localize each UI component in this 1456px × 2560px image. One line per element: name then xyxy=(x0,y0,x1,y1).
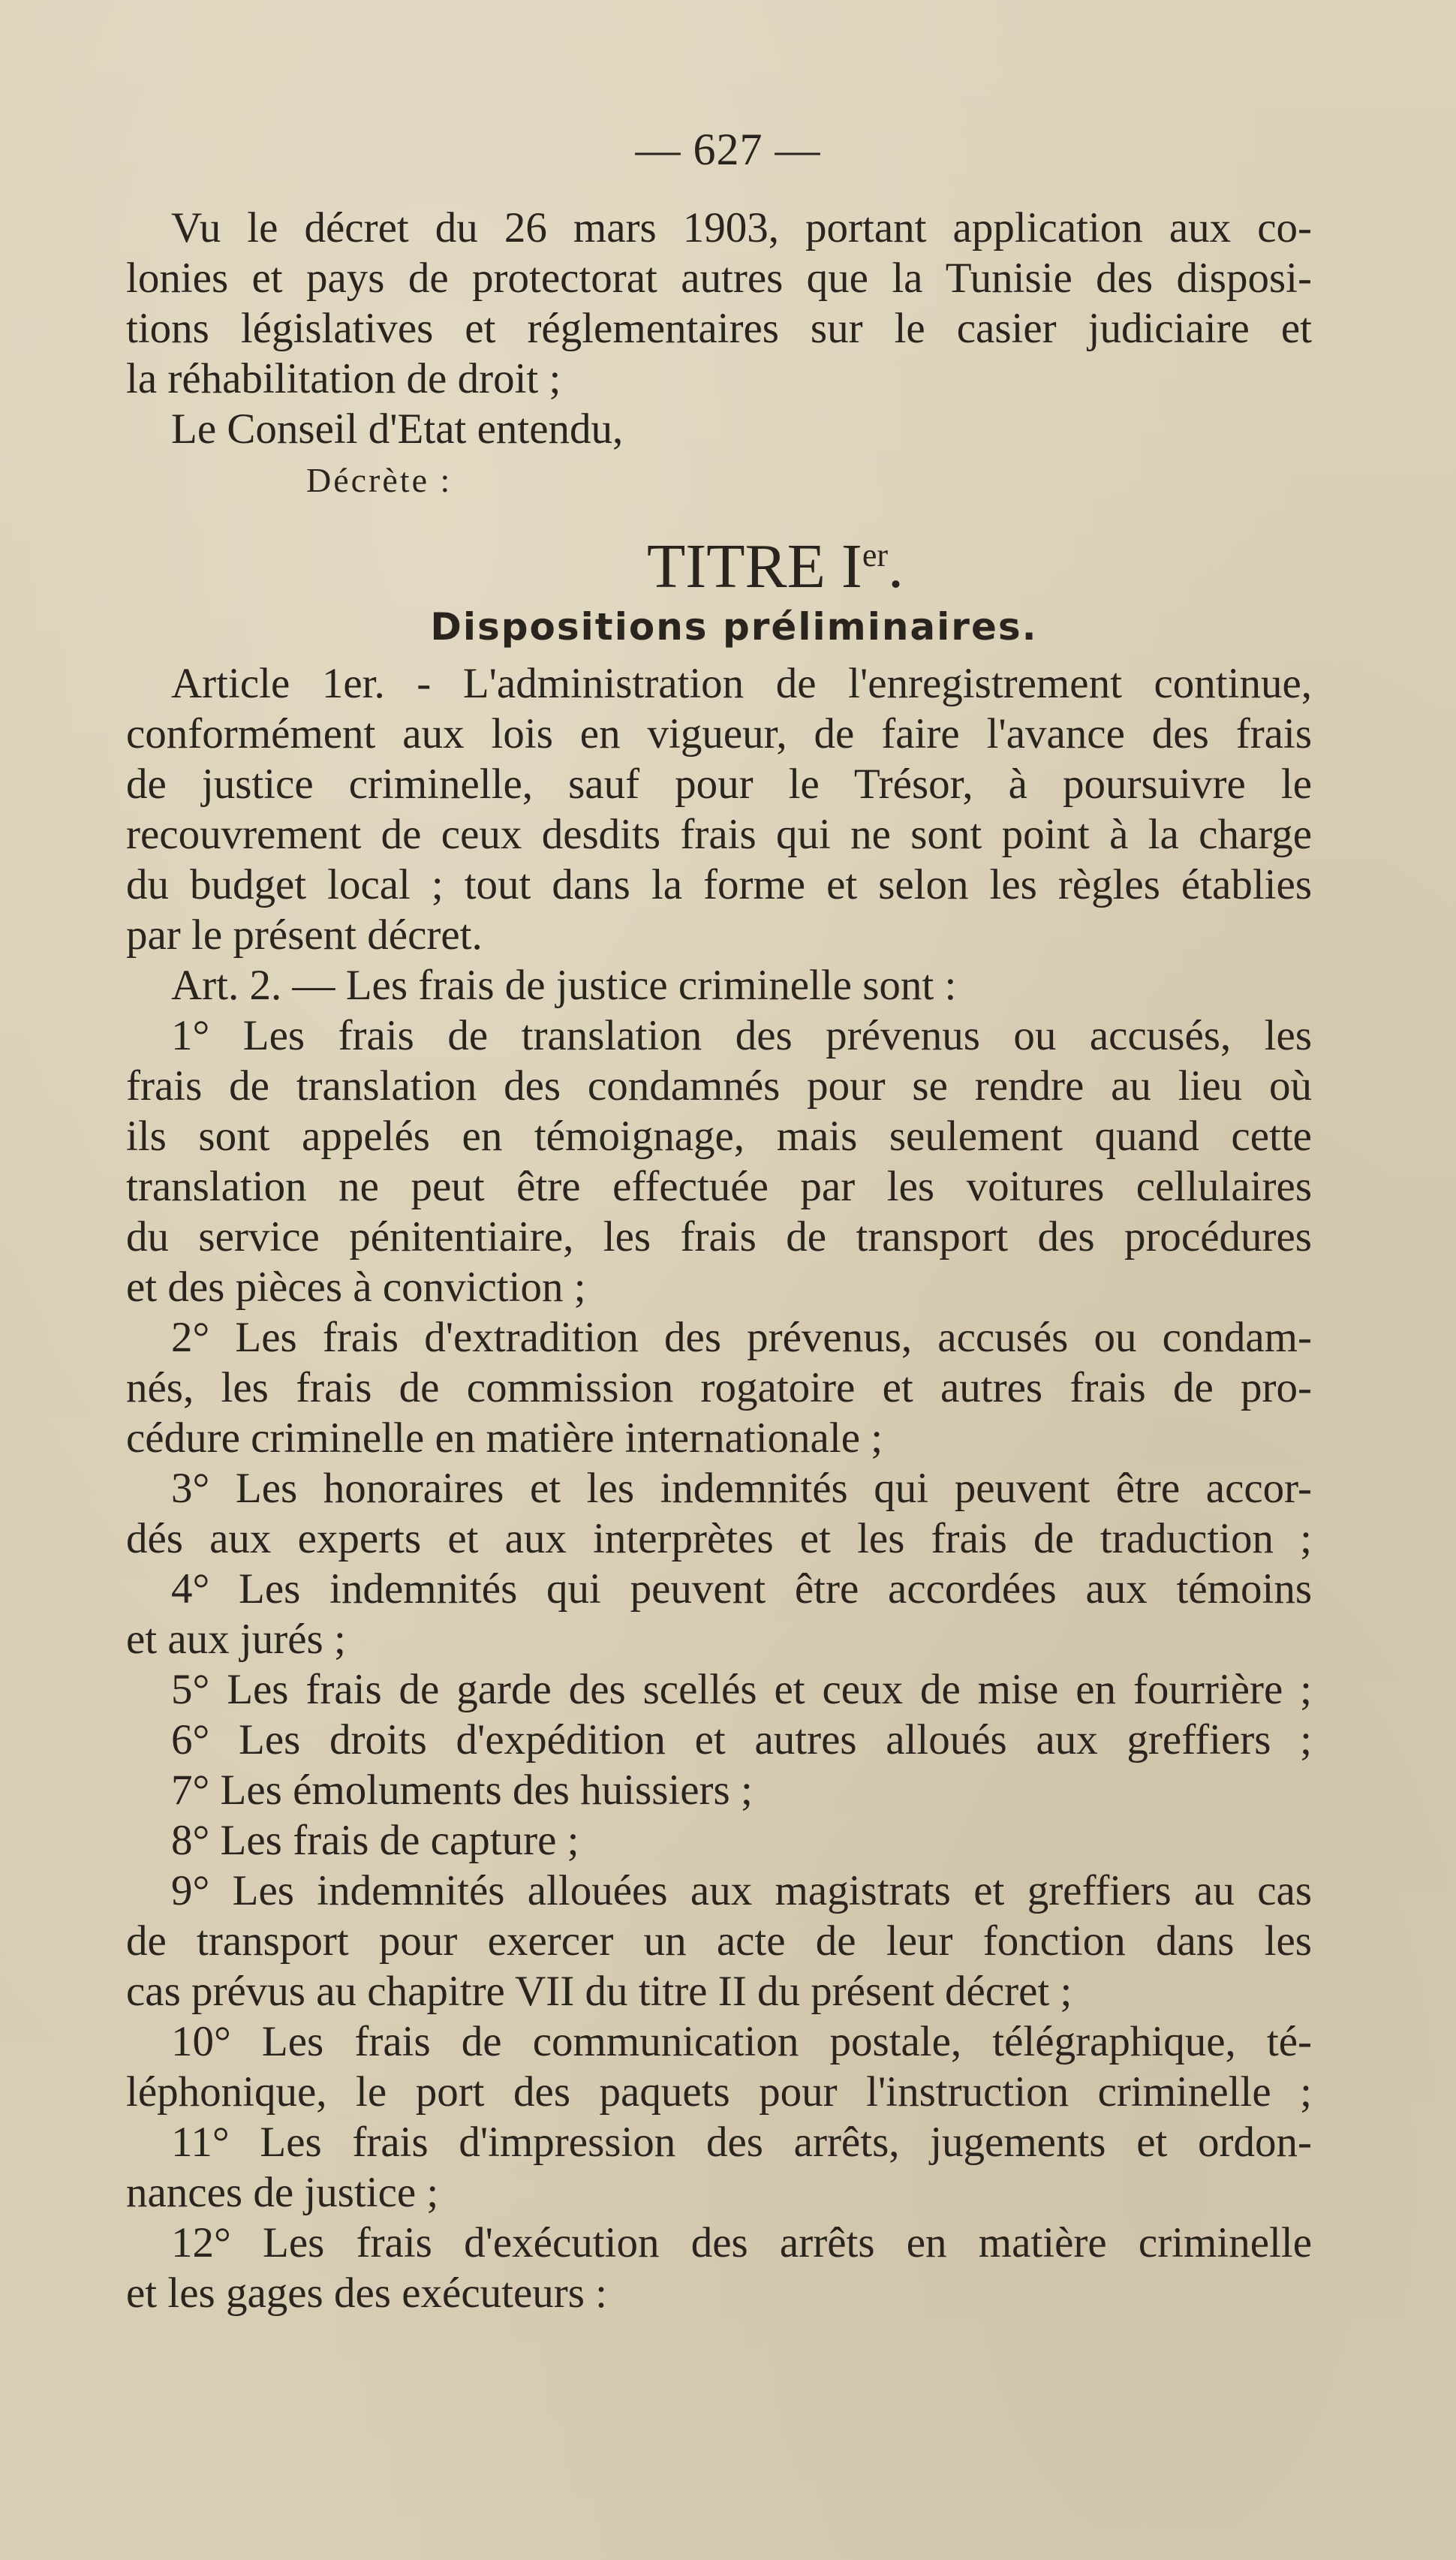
text-line: de justice criminelle, sauf pour le Trésor, à poursuivre le xyxy=(126,760,1312,808)
text-line: frais de translation des condamnés pour se rendre au lieu où xyxy=(126,1062,1312,1110)
text-line: Vu le décret du 26 mars 1903, portant application aux co- xyxy=(171,204,1312,251)
text-line: et les gages des exécuteurs : xyxy=(126,2269,607,2317)
text-line: 11° Les frais d'impression des arrêts, jugements et ordon- xyxy=(171,2119,1312,2166)
text-line: 4° Les indemnités qui peuvent être accordées aux témoins xyxy=(171,1565,1312,1613)
text-line: 2° Les frais d'extradition des prévenus, accusés ou condam- xyxy=(171,1314,1312,1361)
title-label: TITRE I xyxy=(646,532,862,601)
text-line: 1° Les frais de translation des prévenus ou accusés, les xyxy=(171,1012,1312,1059)
text-line: nances de justice ; xyxy=(126,2169,439,2216)
text-block xyxy=(126,203,1312,2318)
text-line: 6° Les droits d'expédition et autres alloués aux greffiers ; xyxy=(171,1716,1312,1763)
text-line: Art. 2. — Les frais de justice criminelle sont : xyxy=(171,962,957,1009)
title-heading xyxy=(126,514,1312,601)
text-line: tions législatives et réglementaires sur le casier judiciaire et xyxy=(126,305,1312,352)
text-line: cédure criminelle en matière internationale ; xyxy=(126,1414,883,1462)
text-line: 7° Les émoluments des huissiers ; xyxy=(171,1766,753,1814)
text-line: nés, les frais de commission rogatoire et autres frais de pro- xyxy=(126,1364,1312,1411)
text-line: 12° Les frais d'exécution des arrêts en matière criminelle xyxy=(171,2219,1312,2266)
text-line: et aux jurés ; xyxy=(126,1616,346,1663)
text-line: translation ne peut être effectuée par les voitures cellulaires xyxy=(126,1163,1312,1210)
text-line: la réhabilitation de droit ; xyxy=(126,355,561,402)
preamble xyxy=(126,203,1312,454)
title-sup: er xyxy=(862,537,889,574)
text-line: ils sont appelés en témoignage, mais seulement quand cette xyxy=(126,1113,1312,1160)
subtitle-heading: Dispositions préliminaires. xyxy=(430,605,1038,649)
article-body xyxy=(126,658,1312,2318)
text-line: 8° Les frais de capture ; xyxy=(171,1817,579,1864)
text-line: de transport pour exercer un acte de leur fonction dans les xyxy=(126,1917,1312,1965)
text-line: Le Conseil d'Etat entendu, xyxy=(171,405,624,453)
text-line: 10° Les frais de communication postale, télégraphique, té- xyxy=(171,2018,1312,2065)
text-line: par le présent décret. xyxy=(126,911,483,959)
text-line: cas prévus au chapitre VII du titre II du présent décret ; xyxy=(126,1968,1072,2015)
text-line: du budget local ; tout dans la forme et selon les règles établies xyxy=(126,861,1312,908)
title-dot: . xyxy=(888,532,904,601)
text-line: dés aux experts et aux interprètes et les frais de traduction ; xyxy=(126,1515,1312,1562)
decrete-heading: Décrète : xyxy=(306,461,453,499)
text-line: Article 1er. - L'administration de l'enregistrement continue, xyxy=(171,660,1312,707)
text-line: 9° Les indemnités allouées aux magistrats et greffiers au cas xyxy=(171,1867,1312,1914)
text-line: et des pièces à conviction ; xyxy=(126,1263,586,1311)
page-number: — 627 — xyxy=(635,125,821,174)
text-line: du service pénitentiaire, les frais de transport des procédures xyxy=(126,1213,1312,1260)
text-line: conformément aux lois en vigueur, de faire l'avance des frais xyxy=(126,710,1312,757)
text-line: lonies et pays de protectorat autres que la Tunisie des disposi- xyxy=(126,254,1312,302)
text-line: léphonique, le port des paquets pour l'instruction criminelle ; xyxy=(126,2068,1312,2116)
text-line: recouvrement de ceux desdits frais qui ne sont point à la charge xyxy=(126,811,1312,858)
text-line: 3° Les honoraires et les indemnités qui peuvent être accor- xyxy=(171,1465,1312,1512)
text-line: 5° Les frais de garde des scellés et ceux de mise en fourrière ; xyxy=(171,1666,1312,1713)
